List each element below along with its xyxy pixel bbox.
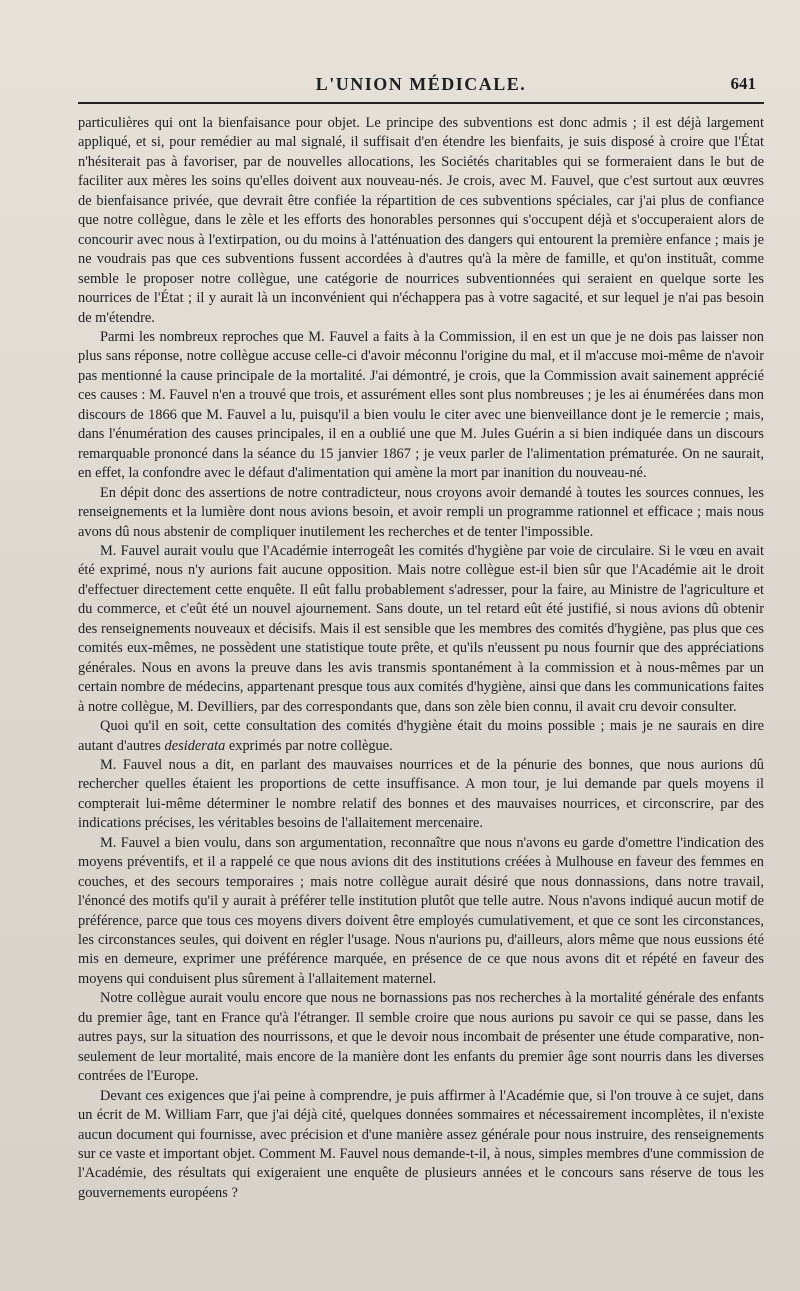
page-number: 641 [730,74,756,93]
paragraph: Devant ces exigences que j'ai peine à comprendre, je puis affirmer à l'Académie que, si l'on trouve à ce sujet, dans un écrit de M. William Farr, que j'ai déjà cité, quelques données sommaires et nécessairement incomplètes, il n'existe aucun document qui fournisse, avec précision et d'une manière assez générale pour nous instruire, des renseignements sur ce vaste et important objet. Comment M. Fauvel nous demande-t-il, à nous, simples membres d'une commission de l'Académie, des résultats qui exigeraient une enquête de plusieurs années et le concours sans réserve de tous les gouvernements européens ? [78,1087,764,1201]
paragraph: Quoi qu'il en soit, cette consultation des comités d'hygiène était du moins possible ; mais je ne saurais en dire autant d'autres desiderata exprimés par notre collègue. [78,718,764,754]
paragraph: En dépit donc des assertions de notre contradicteur, nous croyons avoir demandé à toutes les sources connues, les renseignements et la lumière dont nous avions besoin, et avoir rempli un programme rationnel et efficace ; mais nous avons dû nous abstenir de compliquer inutilement les recherches et de tenter l'impossible. [78,484,764,540]
paragraph: particulières qui ont la bienfaisance pour objet. Le principe des subventions est donc admis ; il est déjà largement appliqué, et si, pour remédier au mal signalé, il suffisait d'en étendre les bienfaits, je suis disposé à croire que l'État n'hésiterait pas à favoriser, par de nouvelles allocations, les Sociétés charitables qui se formeraient dans le but de faciliter aux mères les soins qu'elles doivent aux nouveau-nés. Je crois, avec M. Fauvel, que c'est surtout aux œuvres de bienfaisance privée, que devrait être confiée la répartition de ces subventions spéciales, car j'ai plus de confiance que notre collègue, dans le zèle et les efforts des honorables personnes qui s'occupent déjà et s'occuperaient alors de concourir avec nous à l'extirpation, ou du moins à l'atténuation des dangers qui entourent la première enfance ; mais je ne voudrais pas que ces subventions fussent accordées à d'autres qu'à la mère de famille, et qu'on instituât, comme semble le proposer notre collègue, une catégorie de nourrices subventionnées qui seraient en quelque sorte les nourrices de l'État ; il y aurait là un inconvénient qui n'échappera pas à votre sagacité, et sur lequel je n'ai pas besoin de m'étendre. [78,115,764,326]
paragraph: M. Fauvel nous a dit, en parlant des mauvaises nourrices et de la pénurie des bonnes, que nous aurions dû rechercher quelles étaient les proportions de cette insuffisance. A mon tour, je lui demande par quels moyens il compterait lui-même déterminer le nombre relatif des bonnes et des mauvaises nourrices, et circonscrire, par des indications précises, les véritables besoins de l'allaitement mercenaire. [78,756,764,832]
italic-term: desiderata [164,737,226,754]
running-title: L'UNION MÉDICALE. [315,74,527,94]
paragraph: M. Fauvel aurait voulu que l'Académie interrogeât les comités d'hygiène par voie de circulaire. Si le vœu en avait été exprimé, nous n'y aurions fait aucune opposition. Mais notre collègue est-il bien sûr que l'Académie ait le droit d'effectuer directement cette enquête. Il eût fallu probablement s'adresser, pour la faire, au Ministre de l'agriculture et du commerce, et c'eût été un nouvel ajournement. Sans doute, un tel retard eût été justifié, si nous avions dû obtenir des renseignements nouveaux et décisifs. Mais il est sensible que les membres des comités d'hygiène, pas plus que ces comités eux-mêmes, ne possèdent une statistique toute prête, et qu'ils n'eussent pu nous fournir que des appréciations générales. Nous en avons la preuve dans les avis transmis spontanément à la commission et à nous-mêmes par un certain nombre de médecins, appartenant presque tous aux comités d'hygiène, ainsi que dans les communications faites à notre collègue, M. Devilliers, par des correspondants que, dans son zèle bien connu, il avait cru devoir consulter. [78,542,764,715]
running-header [78,70,764,100]
header-rule [78,102,764,104]
body-text [78,114,764,1203]
paragraph: M. Fauvel a bien voulu, dans son argumentation, reconnaître que nous n'avons eu garde d'omettre l'indication des moyens préventifs, et il a rappelé ce que nous avions dit des institutions créées à Mulhouse en faveur des femmes en couches, et des secours temporaires ; mais notre collègue aurait désiré que nous donnassions, dans notre travail, l'énoncé des motifs qu'il y aurait à préférer telle institution plutôt que telle autre. Nous n'avons indiqué aucun motif de préférence, parce que tous ces moyens divers doivent être employés cumulativement, et que ce sont les circonstances, les circonstances seules, qui doivent en régler l'usage. Nous n'aurions pu, d'ailleurs, alors même que nous eussions été mis en demeure, exprimer une préférence marquée, en présence de ce que nous avons dit et répété en faveur des moyens qui conduisent plus sûrement à l'allaitement maternel. [78,834,764,987]
paragraph: Parmi les nombreux reproches que M. Fauvel a faits à la Commission, il en est un que je ne dois pas laisser non plus sans réponse, notre collègue accuse celle-ci d'avoir méconnu l'origine du mal, et il m'accuse moi-même de n'avoir pas mentionné la cause principale de la mortalité. J'ai démontré, je crois, que la Commission avait sainement apprécié ces causes : M. Fauvel n'en a trouvé que trois, et assurément elles sont plus nombreuses ; je les ai énumérées dans mon discours de 1866 que M. Fauvel a lu, puisqu'il a bien voulu le citer avec une bienveillance dont je le remercie ; mais, dans l'énumération des causes principales, il en a oublié une que M. Jules Guérin a si bien indiquée dans un discours remarquable prononcé dans la séance du 15 janvier 1867 ; je veux parler de l'alimentation prématurée. On ne saurait, en effet, la confondre avec le défaut d'alimentation qui amène la mort par inanition du nouveau-né. [78,328,764,482]
paragraph: Notre collègue aurait voulu encore que nous ne bornassions pas nos recherches à la mortalité générale des enfants du premier âge, tant en France qu'à l'étranger. Il semble croire que nous aurions pu savoir ce qui se passe, dans les autres pays, sur la situation des nourrissons, et que le devoir nous incombait de présenter une étude comparative, non-seulement de leur mortalité, mais encore de la manière dont les enfants du premier âge sont nourris dans les diverses contrées de l'Europe. [78,990,764,1085]
